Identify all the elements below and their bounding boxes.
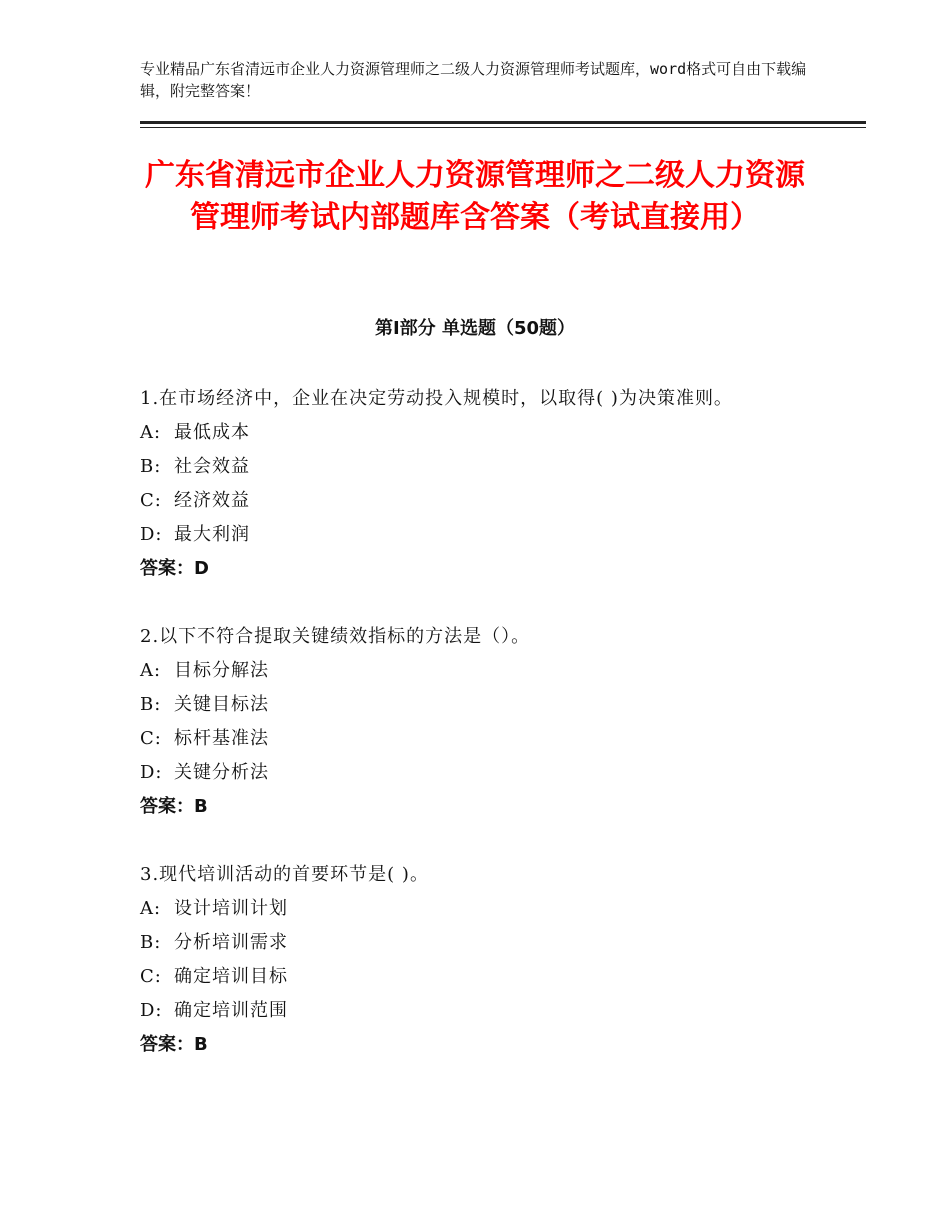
option-a	[140, 892, 820, 926]
option-letter: A:	[140, 898, 162, 919]
question-3	[140, 858, 820, 1062]
question-2	[140, 620, 820, 824]
answer: 答案：B	[140, 1034, 208, 1055]
question-text: 1.在市场经济中，企业在决定劳动投入规模时，以取得( )为决策准则。	[140, 388, 733, 409]
option-text: 标杆基准法	[174, 728, 269, 749]
option-c	[140, 960, 820, 994]
option-d	[140, 994, 820, 1028]
option-letter: C:	[140, 490, 162, 511]
option-b	[140, 926, 820, 960]
answer: 答案：D	[140, 558, 209, 579]
document-title: 广东省清远市企业人力资源管理师之二级人力资源管理师考试内部题库含答案（考试直接用）	[145, 158, 805, 235]
option-letter: A:	[140, 660, 162, 681]
header-note: 专业精品广东省清远市企业人力资源管理师之二级人力资源管理师考试题库，word格式可自由下载编辑，附完整答案！	[140, 60, 807, 100]
option-letter: C:	[140, 966, 162, 987]
option-letter: B:	[140, 456, 162, 477]
question-text: 3.现代培训活动的首要环节是( )。	[140, 864, 429, 885]
option-text: 设计培训计划	[174, 898, 288, 919]
header-rule-thick	[140, 121, 866, 124]
option-d	[140, 518, 820, 552]
option-letter: B:	[140, 694, 162, 715]
question-list	[140, 382, 820, 1096]
option-text: 最低成本	[174, 422, 250, 443]
option-text: 确定培训目标	[174, 966, 288, 987]
option-letter: D:	[140, 762, 163, 783]
option-text: 社会效益	[174, 456, 250, 477]
option-text: 分析培训需求	[174, 932, 288, 953]
header-rule-thin	[140, 127, 866, 128]
option-c	[140, 722, 820, 756]
option-letter: D:	[140, 1000, 163, 1021]
option-c	[140, 484, 820, 518]
option-letter: C:	[140, 728, 162, 749]
question-text: 2.以下不符合提取关键绩效指标的方法是（）。	[140, 626, 531, 647]
option-text: 关键分析法	[174, 762, 269, 783]
option-text: 关键目标法	[174, 694, 269, 715]
option-b	[140, 688, 820, 722]
option-text: 经济效益	[174, 490, 250, 511]
option-letter: D:	[140, 524, 163, 545]
answer: 答案：B	[140, 796, 208, 817]
option-letter: B:	[140, 932, 162, 953]
option-d	[140, 756, 820, 790]
option-text: 最大利润	[174, 524, 250, 545]
option-letter: A:	[140, 422, 162, 443]
question-1	[140, 382, 820, 586]
option-a	[140, 654, 820, 688]
option-a	[140, 416, 820, 450]
option-b	[140, 450, 820, 484]
option-text: 目标分解法	[174, 660, 269, 681]
option-text: 确定培训范围	[174, 1000, 288, 1021]
section-title: 第Ⅰ部分 单选题（50题）	[374, 318, 575, 339]
